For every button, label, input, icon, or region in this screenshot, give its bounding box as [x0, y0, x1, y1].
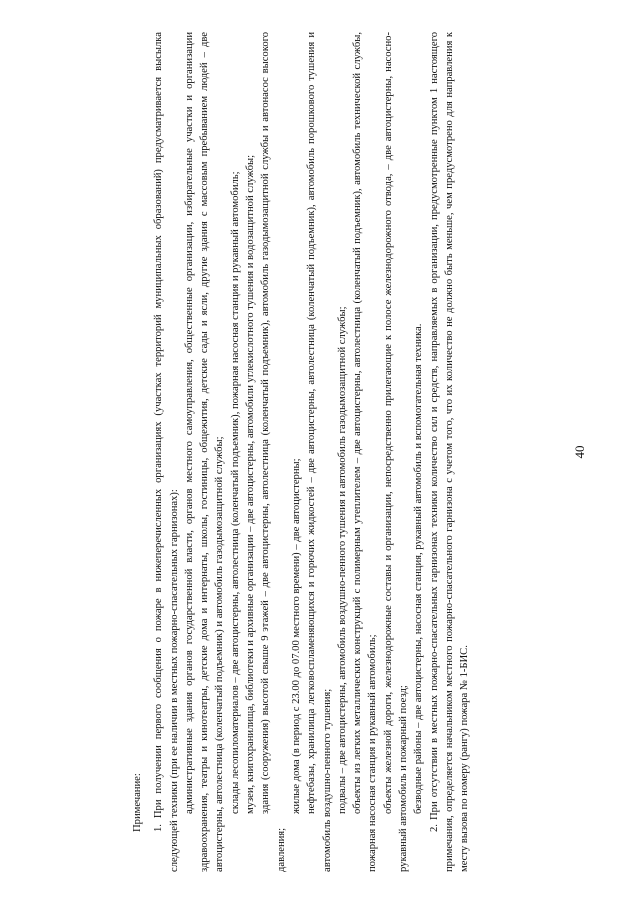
note-paragraph: объекты из легких металлических конструкций с полимерным утеплителем – две автоцистерны, автолестница (коленчатый подъемник), автомобиль технической службы, пожарная насосная станция и рукавный автомобиль;: [352, 32, 379, 872]
note-paragraphs: [151, 32, 472, 872]
note-paragraph: здания (сооружения) высотой свыше 9 этажей – две автоцистерны, автолестница (коленчатый подъемник), автомобиль газодымозащитной службы и автонасос высокого давления;: [260, 32, 287, 872]
note-paragraph: объекты железной дороги, железнодорожные составы и организации, непосредственно прилегающие к полосе железнодорожного отвода, – две автоцистерны, насосно-рукавный автомобиль и пожарный поезд;: [382, 32, 410, 872]
note-paragraph: безводные районы – две автоцистерны, насосная станция, рукавный автомобиль и вспомогательная техника.: [413, 323, 425, 814]
note-paragraph: нефтебазы, хранилища легковоспламеняющихся и горючих жидкостей – две автоцистерны, автолестница (коленчатый подъемник), автомобиль порошкового тушения и автомобиль воздушно-пенного тушения;: [306, 32, 333, 872]
note-paragraph: подвалы – две автоцистерны, автомобиль воздушно-пенного тушения и автомобиль газодымозащитной службы;: [336, 306, 348, 814]
note-paragraph: жилые дома (в период с 23.00 до 07.00 местного времени) – две автоцистерны;: [290, 458, 302, 814]
note-paragraph: 1. При получении первого сообщения о пожаре в нижеперечисленных организациях (участках территорий муниципальных образований) предусматривается высылка следующей техники (при ее наличии в местных пожарно-спасательных гарнизонах):: [153, 32, 180, 872]
note-heading: Примечание:: [132, 773, 143, 832]
note-paragraph: музеи, книгохранилища, библиотеки и архивные организации – две автоцистерны, автомобили углекислотного тушения и водозащитной службы;: [245, 154, 257, 814]
note-paragraph: 2. При отсутствии в местных пожарно-спасательных гарнизонах техники количество сил и средств, направляемых в организации, предусмотренные пунктом 1 настоящего примечания, определяется начальником местного пожарно-спасательного гарнизона с учетом того, что их количество не должно быть меньше, чем предусмотрено для направления к месту вызова по номеру (рангу) пожара № 1-БИС.: [428, 32, 471, 872]
note-text-block: [130, 32, 510, 872]
page-number: 40: [572, 445, 587, 459]
note-paragraph: склады лесопиломатериалов – две автоцистерны, автолестница (коленчатый подъемник), пожарная насосная станция и рукавный автомобиль;: [229, 171, 241, 814]
note-paragraph: административные здания органов государственной власти, органов местного самоуправления, общественные организации, избирательные участки и организации здравоохранения, театры и кинотеатры, детские дома и интернаты, школы, гостиницы, общежития, детские сады и ясли, другие здания с массовым пребыванием людей – две автоцистерны, автолестница (коленчатый подъемник) и автомобиль газодымозащитной службы;: [183, 32, 226, 872]
